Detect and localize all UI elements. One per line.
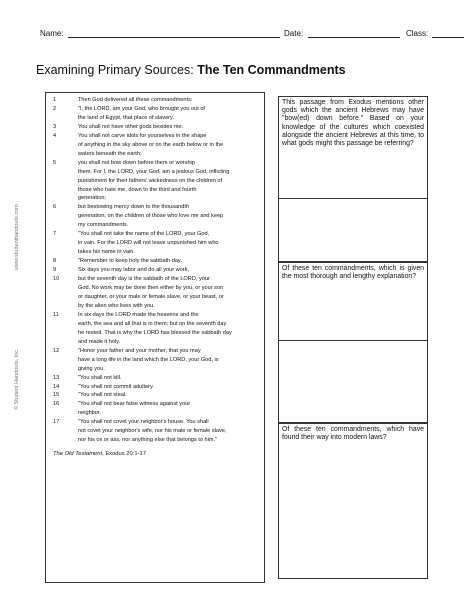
passage-line: [53, 400, 261, 409]
verse-number: 10: [53, 276, 60, 283]
passage-line: [53, 284, 261, 293]
passage-line: [53, 248, 261, 257]
verse-number: 12: [53, 347, 60, 354]
passage-line: [53, 150, 261, 159]
verse-text: "I, the LORD, am your God, who brought you out of: [78, 105, 205, 112]
verse-text: In six days the LORD made the heavens and the: [78, 311, 199, 318]
verse-text: "You shall not take the name of the LORD, your God,: [78, 231, 210, 238]
title-bold: The Ten Commandments: [197, 63, 346, 77]
passage-line: [53, 356, 261, 365]
verse-text: "You shall not covet your neighbor's house. You shall: [78, 419, 209, 426]
verse-number: 15: [53, 392, 60, 399]
verse-text: giving you.: [78, 365, 105, 372]
verse-number: 4: [53, 132, 57, 139]
verse-text: he rested. That is why the LORD has blessed the sabbath day: [78, 329, 232, 336]
verse-text: or daughter, or your male or female slave, or your beast, or: [78, 293, 224, 300]
verse-text: "Remember to keep holy the sabbath day.: [78, 258, 182, 265]
answer-area-2[interactable]: [279, 340, 427, 341]
date-label: Date:: [284, 29, 304, 38]
citation-title: The Old Testament: [53, 451, 103, 458]
verse-number: 8: [53, 258, 57, 265]
verse-text: You shall not carve idols for yourselves in the shape: [78, 132, 207, 139]
passage-line: [53, 409, 261, 418]
passage-line: [53, 338, 261, 347]
verse-number: 17: [53, 419, 60, 426]
verse-number: 11: [53, 311, 59, 318]
date-field[interactable]: [308, 37, 400, 38]
verse-text: generation, on the children of those who love me and keep: [78, 213, 224, 220]
verse-text: you shall not bow down before them or worship: [78, 159, 195, 166]
passage-line: [53, 418, 261, 427]
verse-text: and made it holy.: [78, 338, 121, 345]
class-label: Class:: [406, 29, 429, 38]
passage-line: [53, 320, 261, 329]
passage-line: [53, 239, 261, 248]
passage-line: [53, 132, 261, 141]
verse-text: in vain. For the LORD will not leave unpunished him who: [78, 240, 219, 247]
question-box-2: [278, 262, 428, 423]
verse-text: "You shall not steal.: [78, 392, 127, 399]
question-1-text: This passage from Exodus mentions other gods which the ancient Hebrews may have "bow(ed) down before." Based on your knowledge of the cultures which coexisted alongside the ancient Hebrews at this time, to what gods might this passage be referring?: [282, 99, 424, 148]
class-field[interactable]: [432, 37, 464, 38]
name-field[interactable]: [68, 37, 280, 38]
page-title: [36, 63, 346, 77]
passage-line: [53, 230, 261, 239]
verse-text: the land of Egypt, that place of slavery.: [78, 114, 174, 121]
passage-line: [53, 329, 261, 338]
passage-line: [53, 302, 261, 311]
verse-text: those who hate me, down to the third and fourth: [78, 186, 197, 193]
verse-text: my commandments.: [78, 222, 129, 229]
verse-text: by the alien who lives with you.: [78, 302, 155, 309]
verse-text: "You shall not kill.: [78, 374, 122, 381]
verse-number: 9: [53, 267, 57, 274]
passage-line: [53, 212, 261, 221]
passage-line: [53, 427, 261, 436]
verse-number: 3: [53, 123, 57, 130]
passage-line: [53, 436, 261, 445]
passage-line: [53, 96, 261, 105]
passage-line: [53, 105, 261, 114]
verse-number: 13: [53, 374, 60, 381]
verse-text: You shall not have other gods besides me.: [78, 123, 184, 130]
passage-line: [53, 257, 261, 266]
verse-text: nor his ox or ass, nor anything else that belongs to him.": [78, 437, 218, 444]
verse-text: not covet your neighbor's wife, nor his male or female slave,: [78, 428, 227, 435]
passage-line: [53, 293, 261, 302]
verse-text: have a long life in the land which the LORD, your God, is: [78, 356, 219, 363]
verse-number: 16: [53, 401, 60, 408]
passage-line: [53, 311, 261, 320]
answer-area-1[interactable]: [279, 198, 427, 199]
question-box-3: [278, 423, 428, 579]
verse-number: 2: [53, 105, 57, 112]
passage-line: [53, 383, 261, 392]
side-copyright: © Student Handouts, Inc.: [14, 348, 20, 410]
verse-text: God. No work may be done then either by you, or your son: [78, 285, 224, 292]
question-3-text: Of these ten commandments, which have found their way into modern laws?: [282, 426, 424, 442]
passage-text: [53, 96, 261, 459]
verse-text: Six days you may labor and do all your work,: [78, 267, 189, 274]
passage-line: [53, 177, 261, 186]
passage-line: [53, 114, 261, 123]
passage-line: [53, 123, 261, 132]
verse-text: generation;: [78, 195, 106, 202]
passage-line: [53, 159, 261, 168]
passage-line: [53, 194, 261, 203]
passage-line: [53, 391, 261, 400]
passage-line: [53, 275, 261, 284]
passage-line: [53, 141, 261, 150]
verse-number: 7: [53, 231, 57, 238]
verse-text: earth, the sea and all that is in them; but on the seventh day: [78, 320, 227, 327]
verse-text: "You shall not bear false witness against your: [78, 401, 191, 408]
passage-line: [53, 347, 261, 356]
passage-line: [53, 365, 261, 374]
citation: [53, 450, 261, 459]
passage-line: [53, 374, 261, 383]
verse-text: but the seventh day is the sabbath of the LORD, your: [78, 276, 210, 283]
verse-number: 1: [53, 97, 57, 103]
title-prefix: Examining Primary Sources:: [36, 63, 194, 77]
citation-ref: , Exodus 20:1-17: [102, 451, 146, 458]
verse-text: neighbor.: [78, 410, 102, 417]
verse-text: of anything in the sky above or on the earth below or in the: [78, 141, 224, 148]
side-url: www.studenthandouts.com: [14, 204, 20, 270]
passage-line: [53, 186, 261, 195]
passage-line: [53, 266, 261, 275]
passage-line: [53, 221, 261, 230]
question-2-text: Of these ten commandments, which is given the most thorough and lengthy explanation?: [282, 265, 424, 281]
verse-text: "Honor your father and your mother, that you may: [78, 347, 201, 354]
verse-text: takes his name in vain.: [78, 249, 135, 256]
verse-text: waters beneath the earth;: [78, 150, 142, 157]
verse-text: but bestowing mercy down to the thousandth: [78, 204, 190, 211]
verse-text: punishment for their fathers' wickedness on the children of: [78, 177, 223, 184]
passage-box: [45, 92, 265, 583]
verse-text: "You shall not commit adultery.: [78, 383, 154, 390]
verse-number: 5: [53, 159, 57, 166]
question-box-1: [278, 96, 428, 262]
verse-text: them. For I, the LORD, your God, am a jealous God, inflicting: [78, 168, 230, 175]
passage-line: [53, 203, 261, 212]
name-label: Name:: [40, 29, 64, 38]
verse-text: Then God delivered all these commandments:: [78, 97, 193, 103]
verse-number: 6: [53, 204, 57, 211]
verse-number: 14: [53, 383, 60, 390]
passage-line: [53, 168, 261, 177]
